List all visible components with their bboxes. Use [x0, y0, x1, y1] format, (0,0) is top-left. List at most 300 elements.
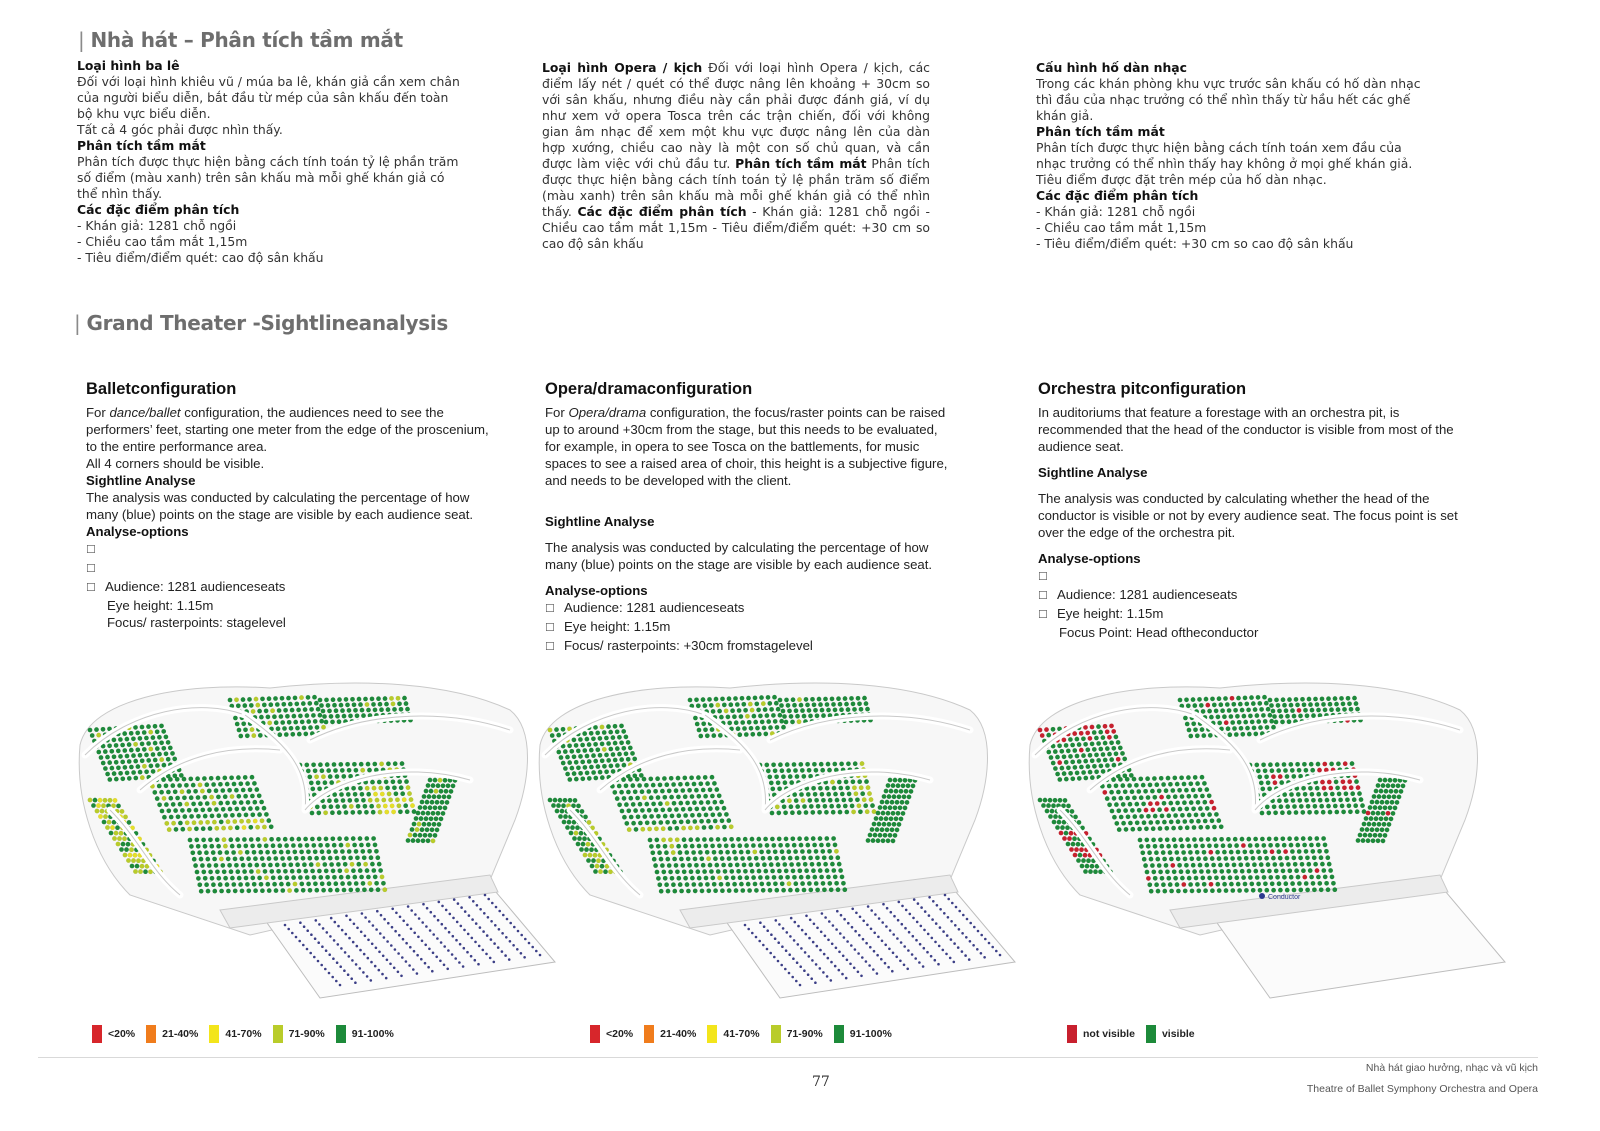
raster-point	[410, 909, 413, 912]
seat	[686, 819, 691, 824]
seat	[830, 780, 835, 785]
seat	[300, 720, 305, 725]
seat	[1184, 863, 1189, 868]
seat	[1294, 836, 1299, 841]
vn-ballet-bullet: - Tiêu điểm/điểm quét: cao độ sân khấu	[77, 250, 324, 265]
seat	[695, 807, 700, 812]
seat	[1199, 869, 1204, 874]
seat	[1250, 720, 1255, 725]
seat	[1296, 792, 1301, 797]
seat	[662, 776, 667, 781]
seat	[304, 869, 309, 874]
seat	[1387, 822, 1392, 827]
seat	[112, 771, 117, 776]
seat	[384, 702, 389, 707]
seat	[787, 881, 792, 886]
seat	[790, 720, 795, 725]
seat	[834, 881, 839, 886]
seat	[262, 703, 267, 708]
raster-point	[973, 926, 976, 929]
seat	[290, 837, 295, 842]
seat	[810, 697, 815, 702]
raster-point	[836, 910, 839, 913]
seat	[702, 837, 707, 842]
raster-point	[364, 916, 367, 919]
seat	[1217, 888, 1222, 893]
seat	[1073, 853, 1078, 858]
seat	[382, 798, 387, 803]
seat	[1105, 763, 1110, 768]
seat	[1192, 837, 1197, 842]
raster-point	[882, 903, 885, 906]
seat	[1315, 836, 1320, 841]
seat	[333, 768, 338, 773]
seat	[668, 870, 673, 875]
raster-point	[934, 941, 937, 944]
seat	[1366, 811, 1371, 816]
seat	[1255, 843, 1260, 848]
seat	[228, 826, 233, 831]
seat	[1081, 770, 1086, 775]
raster-point	[395, 912, 398, 915]
seat	[246, 819, 251, 824]
seat	[1114, 784, 1119, 789]
seat	[891, 839, 896, 844]
seat	[631, 821, 636, 826]
seat	[1160, 876, 1165, 881]
seat	[894, 817, 899, 822]
seat	[836, 804, 841, 809]
seat	[177, 783, 182, 788]
raster-point	[335, 980, 338, 983]
seat	[112, 755, 117, 760]
seat	[1167, 813, 1172, 818]
seat	[833, 762, 838, 767]
seat	[204, 882, 209, 887]
raster-point	[774, 937, 777, 940]
seat	[1254, 732, 1259, 737]
seat	[841, 881, 846, 886]
seat	[692, 782, 697, 787]
seat	[168, 746, 173, 751]
seat	[824, 810, 829, 815]
raster-point	[969, 922, 972, 925]
raster-point	[504, 954, 507, 957]
seat	[430, 800, 435, 805]
seat	[784, 698, 789, 703]
seat	[1270, 768, 1275, 773]
seat	[682, 837, 687, 842]
seat	[600, 775, 605, 780]
seat	[429, 817, 434, 822]
seat	[697, 844, 702, 849]
seat	[685, 882, 690, 887]
seat	[366, 708, 371, 713]
seat	[1068, 737, 1073, 742]
seat	[279, 882, 284, 887]
seat	[1304, 881, 1309, 886]
seat	[787, 798, 792, 803]
seat	[709, 837, 714, 842]
seat	[1240, 837, 1245, 842]
seat	[743, 869, 748, 874]
raster-point	[785, 949, 788, 952]
raster-point	[466, 951, 469, 954]
seat	[1297, 881, 1302, 886]
seat	[249, 837, 254, 842]
seat	[171, 802, 176, 807]
legend-swatch	[336, 1025, 346, 1043]
seat	[1038, 798, 1043, 803]
seat	[851, 702, 856, 707]
seat	[737, 708, 742, 713]
seat	[1244, 888, 1249, 893]
seat	[1271, 709, 1276, 714]
seat	[1256, 882, 1261, 887]
seat	[1179, 869, 1184, 874]
seat	[1051, 727, 1056, 732]
seat	[814, 881, 819, 886]
seat	[214, 863, 219, 868]
seat	[909, 789, 914, 794]
seat	[760, 720, 765, 725]
seat	[878, 833, 883, 838]
seat	[825, 836, 830, 841]
seat	[578, 754, 583, 759]
raster-point	[421, 921, 424, 924]
legend-label: 91-100%	[849, 1028, 892, 1040]
seat	[679, 857, 684, 862]
seat	[857, 779, 862, 784]
seat	[791, 837, 796, 842]
seat	[1203, 819, 1208, 824]
seat	[738, 843, 743, 848]
seat	[727, 888, 732, 893]
raster-point	[524, 938, 527, 941]
raster-point	[922, 965, 925, 968]
seat	[225, 801, 230, 806]
seat	[1388, 778, 1393, 783]
seat	[589, 731, 594, 736]
seat	[761, 888, 766, 893]
raster-point	[799, 984, 802, 987]
seat	[1277, 881, 1282, 886]
raster-point	[876, 972, 879, 975]
raster-point	[780, 964, 783, 967]
seat	[418, 833, 423, 838]
seat	[1254, 869, 1259, 874]
seat	[600, 742, 605, 747]
raster-point	[420, 958, 423, 961]
seat	[1347, 804, 1352, 809]
seat	[658, 883, 663, 888]
seat	[852, 707, 857, 712]
raster-point	[907, 949, 910, 952]
seat	[862, 797, 867, 802]
seat	[759, 695, 764, 700]
raster-point	[317, 960, 320, 963]
seat	[1112, 746, 1117, 751]
seat	[1274, 869, 1279, 874]
raster-point	[416, 954, 419, 957]
seat	[103, 766, 108, 771]
seat	[811, 786, 816, 791]
seat	[349, 888, 354, 893]
seat	[1350, 761, 1355, 766]
seat	[1086, 764, 1091, 769]
seat	[774, 701, 779, 706]
seat	[838, 868, 843, 873]
seat	[314, 856, 319, 861]
seat	[264, 812, 269, 817]
raster-point	[814, 981, 817, 984]
en-column-ballet	[86, 381, 496, 631]
raster-point	[366, 975, 369, 978]
seat	[386, 762, 391, 767]
seat	[133, 725, 138, 730]
seat	[701, 788, 706, 793]
seat	[779, 875, 784, 880]
checkbox-icon: ☐	[86, 544, 96, 556]
seat	[238, 850, 243, 855]
seat	[873, 833, 878, 838]
seat	[1193, 703, 1198, 708]
seat	[1193, 794, 1198, 799]
seat	[640, 808, 645, 813]
seat	[133, 742, 138, 747]
seat	[1068, 771, 1073, 776]
seat	[1289, 792, 1294, 797]
seat	[371, 836, 376, 841]
raster-point	[945, 953, 948, 956]
seat	[1121, 783, 1126, 788]
seat	[131, 753, 136, 758]
seat	[717, 794, 722, 799]
en-ballet-option: Focus/ rasterpoints: stagelevel	[107, 615, 286, 630]
seat	[1297, 849, 1302, 854]
seat	[1285, 888, 1290, 893]
seat	[115, 825, 120, 830]
seat	[1243, 720, 1248, 725]
seat	[302, 726, 307, 731]
seat	[252, 733, 257, 738]
seat	[402, 696, 407, 701]
seat	[1255, 763, 1260, 768]
raster-point	[310, 933, 313, 936]
seat	[1251, 701, 1256, 706]
seat	[1045, 809, 1050, 814]
seat	[1287, 719, 1292, 724]
vn-ballet-p1: Đối với loại hình khiêu vũ / múa ba lê, khán giả cần xem chân của người biểu diễn, bắt đầu từ mép của sân khấu đến toàn bộ khu vực biểu diễn.	[77, 74, 460, 121]
seat	[267, 888, 272, 893]
raster-point	[868, 964, 871, 967]
seat	[200, 863, 205, 868]
seat	[1144, 808, 1149, 813]
seat	[1190, 857, 1195, 862]
raster-point	[441, 905, 444, 908]
seat	[659, 857, 664, 862]
seat	[1062, 738, 1067, 743]
seat	[312, 843, 317, 848]
seat	[325, 762, 330, 767]
raster-point	[813, 923, 816, 926]
seat	[1200, 727, 1205, 732]
seat	[1146, 814, 1151, 819]
seat	[1153, 795, 1158, 800]
seat	[1290, 708, 1295, 713]
en-ballet-p1-pre: For	[86, 405, 110, 420]
seat	[172, 757, 177, 762]
seat	[813, 875, 818, 880]
seat	[645, 802, 650, 807]
checkbox-icon: ☐	[86, 563, 96, 575]
seat	[1139, 844, 1144, 849]
seat	[802, 856, 807, 861]
seat	[1189, 734, 1194, 739]
seat	[785, 762, 790, 767]
seat	[1339, 696, 1344, 701]
seat	[230, 876, 235, 881]
seat	[734, 888, 739, 893]
seat	[897, 822, 902, 827]
seat	[204, 850, 209, 855]
seat	[1289, 762, 1294, 767]
raster-point	[383, 936, 386, 939]
seat	[739, 882, 744, 887]
raster-point	[914, 957, 917, 960]
seat	[826, 875, 831, 880]
seat	[590, 864, 595, 869]
seat	[1376, 783, 1381, 788]
seat	[1215, 850, 1220, 855]
seat	[1090, 742, 1095, 747]
raster-point	[828, 920, 831, 923]
seat	[354, 849, 359, 854]
seat	[320, 768, 325, 773]
seat	[392, 786, 397, 791]
seat	[1399, 789, 1404, 794]
raster-point	[968, 958, 971, 961]
raster-point	[795, 980, 798, 983]
en-ballet-option-text: Audience: 1281 audienceseats	[105, 579, 286, 594]
raster-point	[337, 943, 340, 946]
raster-point	[854, 948, 857, 951]
seat	[622, 746, 627, 751]
seat	[563, 798, 568, 803]
seat	[396, 696, 401, 701]
seat	[1258, 856, 1263, 861]
seat	[1203, 800, 1208, 805]
seat	[178, 821, 183, 826]
raster-point	[399, 916, 402, 919]
seat	[624, 784, 629, 789]
seat	[1343, 761, 1348, 766]
seat	[1350, 791, 1355, 796]
raster-point	[433, 915, 436, 918]
seat	[1157, 789, 1162, 794]
seat	[248, 788, 253, 793]
legend-item	[336, 1025, 394, 1043]
seat	[664, 882, 669, 887]
seat	[1282, 703, 1287, 708]
seat	[266, 715, 271, 720]
seat	[586, 858, 591, 863]
seat	[114, 831, 119, 836]
seat	[355, 888, 360, 893]
raster-point	[878, 917, 881, 920]
seat	[149, 747, 154, 752]
seat	[557, 750, 562, 755]
raster-point	[988, 942, 991, 945]
seat	[376, 696, 381, 701]
seat	[687, 863, 692, 868]
seat	[185, 821, 190, 826]
seat	[892, 822, 897, 827]
seat	[196, 844, 201, 849]
seat	[276, 869, 281, 874]
seat	[1069, 831, 1074, 836]
seat	[284, 732, 289, 737]
seat	[1293, 862, 1298, 867]
seat	[291, 732, 296, 737]
seat	[110, 825, 115, 830]
seat	[1168, 850, 1173, 855]
raster-point	[777, 960, 780, 963]
seat	[769, 781, 774, 786]
seat	[1274, 720, 1279, 725]
seat	[1320, 697, 1325, 702]
raster-point	[877, 936, 880, 939]
seat	[627, 809, 632, 814]
seat	[1260, 811, 1265, 816]
raster-point	[893, 915, 896, 918]
legend-swatch	[834, 1025, 844, 1043]
seat	[241, 788, 246, 793]
seat	[712, 733, 717, 738]
seat	[1077, 759, 1082, 764]
seat	[1060, 825, 1065, 830]
seat	[1310, 792, 1315, 797]
raster-point	[339, 984, 342, 987]
seat	[570, 749, 575, 754]
raster-point	[435, 956, 438, 959]
seat	[1185, 807, 1190, 812]
raster-point	[432, 933, 435, 936]
seat	[613, 741, 618, 746]
seat	[408, 833, 413, 838]
seat	[615, 763, 620, 768]
seat	[1246, 708, 1251, 713]
seat	[666, 857, 671, 862]
seat	[160, 809, 165, 814]
vn-ballet-analysis-heading: Phân tích tầm mắt	[77, 138, 206, 153]
seat	[320, 849, 325, 854]
seat	[366, 792, 371, 797]
seat	[234, 698, 239, 703]
seat	[1144, 827, 1149, 832]
seat	[128, 853, 133, 858]
seat	[686, 889, 691, 894]
seat	[1165, 826, 1170, 831]
seat	[1278, 888, 1283, 893]
seat	[340, 849, 345, 854]
seat	[671, 882, 676, 887]
seat	[300, 882, 305, 887]
raster-point	[406, 924, 409, 927]
seat	[337, 697, 342, 702]
raster-point	[942, 930, 945, 933]
legend-label: 21-40%	[162, 1028, 199, 1040]
